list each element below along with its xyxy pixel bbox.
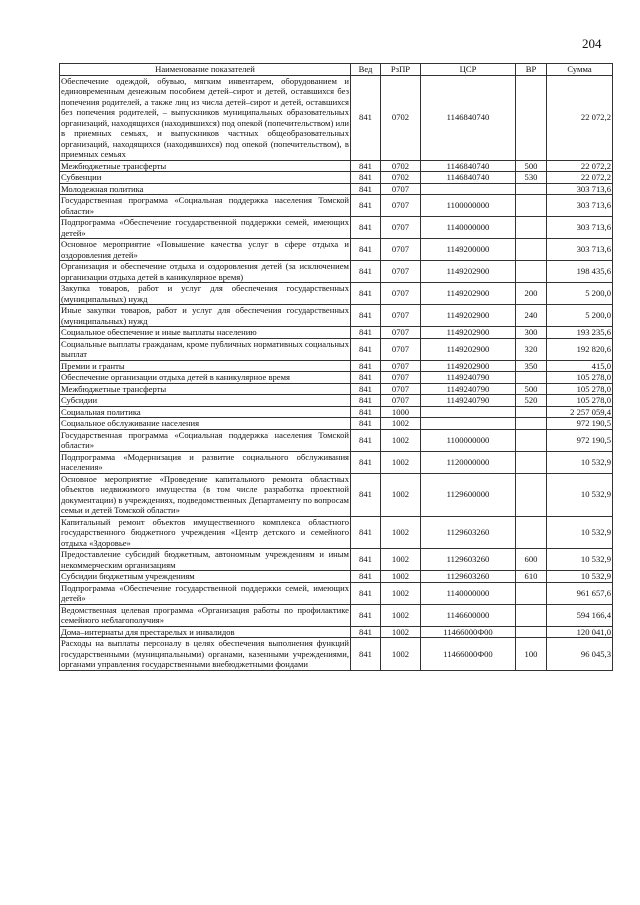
row-sum-cell: 105 278,0 bbox=[547, 372, 613, 384]
row-ved-cell: 841 bbox=[351, 638, 381, 671]
table-row bbox=[60, 283, 613, 305]
row-ved-cell: 841 bbox=[351, 626, 381, 638]
row-ved-cell: 841 bbox=[351, 360, 381, 372]
row-name-cell: Государственная программа «Социальная поддержка населения Томской области» bbox=[61, 429, 349, 450]
row-csr-cell: 1149202900 bbox=[421, 360, 516, 372]
row-csr-cell: 1129603260 bbox=[421, 549, 516, 571]
table-row bbox=[60, 217, 613, 239]
table-row bbox=[60, 261, 613, 283]
row-csr-cell: 1146840740 bbox=[421, 160, 516, 172]
row-csr-cell: 1129600000 bbox=[421, 473, 516, 516]
table-header-row bbox=[60, 64, 613, 76]
row-vr-cell: 600 bbox=[516, 549, 547, 571]
row-name-cell: Межбюджетные трансферты bbox=[60, 160, 351, 172]
row-name-cell: Молодежная политика bbox=[60, 183, 351, 195]
table-row bbox=[60, 473, 613, 516]
row-ved-cell: 841 bbox=[351, 516, 381, 549]
row-vr-cell: 500 bbox=[516, 383, 547, 395]
table-row bbox=[60, 571, 613, 583]
row-name-cell: Премии и гранты bbox=[60, 360, 351, 372]
row-vr-cell: 240 bbox=[516, 305, 547, 327]
row-rzpr-cell: 0707 bbox=[381, 195, 421, 217]
row-rzpr-cell: 1002 bbox=[381, 516, 421, 549]
row-rzpr-cell: 1002 bbox=[381, 418, 421, 430]
row-ved-cell: 841 bbox=[351, 571, 381, 583]
row-rzpr-cell: 1002 bbox=[381, 473, 421, 516]
row-ved-cell: 841 bbox=[351, 75, 381, 160]
row-csr-cell: 1149202900 bbox=[421, 261, 516, 283]
row-vr-cell bbox=[516, 183, 547, 195]
row-csr-cell: 1149202900 bbox=[421, 338, 516, 360]
table-row bbox=[60, 305, 613, 327]
row-name-cell: Иные закупки товаров, работ и услуг для обеспечения государственных (муниципальных) нужд bbox=[61, 305, 349, 326]
table-row bbox=[60, 372, 613, 384]
row-name-cell: Обеспечение одеждой, обувью, мягким инвентарем, оборудованием и единовременным денежным пособием детей–сирот и детей, оставшихся без попечения родителей, а также лиц из числа детей–сирот и детей, оставшихся без попечения родителей, – выпускников муниципальных образовательных организаций, находящихся (находившихся) под опекой (попечительством) или в приемных семьях, и выпускников частных общеобразовательных организаций, находящихся (находившихся) под опекой (попечительством), в приемных семьях bbox=[61, 75, 349, 159]
row-sum-cell: 10 532,9 bbox=[547, 451, 613, 473]
row-vr-cell: 350 bbox=[516, 360, 547, 372]
row-ved-cell: 841 bbox=[351, 372, 381, 384]
row-rzpr-cell: 1002 bbox=[381, 451, 421, 473]
row-name-cell: Основное мероприятие «Проведение капитального ремонта областных объектов недвижимого имущества (в том числе разработка проектной документации) в учреждениях, подведомственных Департаменту по вопросам семьи и детей Томской области» bbox=[61, 473, 349, 515]
row-vr-cell bbox=[516, 372, 547, 384]
row-vr-cell: 100 bbox=[516, 638, 547, 671]
row-name-cell: Закупка товаров, работ и услуг для обеспечения государственных (муниципальных) нужд bbox=[61, 283, 349, 304]
row-sum-cell: 303 713,6 bbox=[547, 195, 613, 217]
row-ved-cell: 841 bbox=[351, 338, 381, 360]
row-vr-cell bbox=[516, 451, 547, 473]
row-vr-cell bbox=[516, 418, 547, 430]
row-vr-cell bbox=[516, 239, 547, 261]
table-row bbox=[60, 549, 613, 571]
row-name-cell: Социальное обеспечение и иные выплаты населению bbox=[60, 327, 351, 339]
row-ved-cell: 841 bbox=[351, 160, 381, 172]
row-rzpr-cell: 1002 bbox=[381, 582, 421, 604]
table-row bbox=[60, 195, 613, 217]
header-sum: Сумма bbox=[547, 64, 613, 76]
row-vr-cell bbox=[516, 195, 547, 217]
row-vr-cell: 610 bbox=[516, 571, 547, 583]
table-row bbox=[60, 582, 613, 604]
table-row bbox=[60, 239, 613, 261]
row-ved-cell: 841 bbox=[351, 549, 381, 571]
row-sum-cell: 972 190,5 bbox=[547, 429, 613, 451]
page-number: 204 bbox=[582, 36, 602, 51]
row-rzpr-cell: 0707 bbox=[381, 239, 421, 261]
header-name: Наименование показателей bbox=[60, 64, 351, 76]
row-ved-cell: 841 bbox=[351, 172, 381, 184]
table-row bbox=[60, 429, 613, 451]
row-sum-cell: 303 713,6 bbox=[547, 183, 613, 195]
row-ved-cell: 841 bbox=[351, 327, 381, 339]
table-row bbox=[60, 383, 613, 395]
row-sum-cell: 105 278,0 bbox=[547, 383, 613, 395]
row-name-cell: Капитальный ремонт объектов имущественного комплекса областного государственного бюджетного учреждения «Центр детского и семейного отдыха «Здоровье» bbox=[61, 516, 349, 548]
row-ved-cell: 841 bbox=[351, 305, 381, 327]
row-sum-cell: 198 435,6 bbox=[547, 261, 613, 283]
row-rzpr-cell: 1002 bbox=[381, 638, 421, 671]
budget-table bbox=[59, 63, 613, 671]
row-name-cell: Социальные выплаты гражданам, кроме публичных нормативных социальных выплат bbox=[61, 338, 349, 359]
row-ved-cell: 841 bbox=[351, 582, 381, 604]
table-row bbox=[60, 406, 613, 418]
row-vr-cell: 520 bbox=[516, 395, 547, 407]
row-rzpr-cell: 0707 bbox=[381, 395, 421, 407]
row-name-cell: Государственная программа «Социальная поддержка населения Томской области» bbox=[61, 195, 349, 216]
row-name-cell: Подпрограмма «Обеспечение государственной поддержки семей, имеющих детей» bbox=[61, 217, 349, 238]
row-vr-cell: 530 bbox=[516, 172, 547, 184]
table-row bbox=[60, 75, 613, 160]
header-rzpr: РзПР bbox=[381, 64, 421, 76]
row-sum-cell: 972 190,5 bbox=[547, 418, 613, 430]
table-row bbox=[60, 172, 613, 184]
row-ved-cell: 841 bbox=[351, 604, 381, 626]
table-row bbox=[60, 418, 613, 430]
row-rzpr-cell: 0707 bbox=[381, 183, 421, 195]
row-sum-cell: 2 257 059,4 bbox=[547, 406, 613, 418]
row-ved-cell: 841 bbox=[351, 239, 381, 261]
row-ved-cell: 841 bbox=[351, 418, 381, 430]
row-rzpr-cell: 0702 bbox=[381, 75, 421, 160]
row-csr-cell: 1149200000 bbox=[421, 239, 516, 261]
row-csr-cell: 1129603260 bbox=[421, 516, 516, 549]
row-name-cell: Подпрограмма «Обеспечение государственной поддержки семей, имеющих детей» bbox=[61, 582, 349, 603]
row-sum-cell: 594 166,4 bbox=[547, 604, 613, 626]
row-rzpr-cell: 0707 bbox=[381, 283, 421, 305]
row-csr-cell: 11466000Ф00 bbox=[421, 638, 516, 671]
row-vr-cell: 500 bbox=[516, 160, 547, 172]
row-csr-cell: 1146600000 bbox=[421, 604, 516, 626]
row-name-cell: Организация и обеспечение отдыха и оздоровления детей (за исключением организации отдыха детей в каникулярное время) bbox=[61, 261, 349, 282]
row-rzpr-cell: 1002 bbox=[381, 571, 421, 583]
row-vr-cell bbox=[516, 75, 547, 160]
row-rzpr-cell: 1002 bbox=[381, 429, 421, 451]
row-name-cell: Обеспечение организации отдыха детей в каникулярное время bbox=[60, 372, 351, 384]
row-csr-cell: 1146840740 bbox=[421, 75, 516, 160]
row-sum-cell: 22 072,2 bbox=[547, 160, 613, 172]
row-sum-cell: 10 532,9 bbox=[547, 549, 613, 571]
row-sum-cell: 105 278,0 bbox=[547, 395, 613, 407]
row-rzpr-cell: 1000 bbox=[381, 406, 421, 418]
table-row bbox=[60, 395, 613, 407]
row-name-cell: Социальная политика bbox=[60, 406, 351, 418]
row-name-cell: Субсидии бюджетным учреждениям bbox=[60, 571, 351, 583]
row-csr-cell: 1146840740 bbox=[421, 172, 516, 184]
row-rzpr-cell: 0707 bbox=[381, 338, 421, 360]
row-name-cell: Межбюджетные трансферты bbox=[60, 383, 351, 395]
row-vr-cell bbox=[516, 516, 547, 549]
row-csr-cell: 1149202900 bbox=[421, 305, 516, 327]
row-vr-cell bbox=[516, 429, 547, 451]
row-name-cell: Подпрограмма «Модернизация и развитие социального обслуживания населения» bbox=[61, 451, 349, 472]
table-row bbox=[60, 327, 613, 339]
table-row bbox=[60, 638, 613, 671]
row-rzpr-cell: 0707 bbox=[381, 217, 421, 239]
row-vr-cell bbox=[516, 217, 547, 239]
row-csr-cell: 1129603260 bbox=[421, 571, 516, 583]
row-sum-cell: 120 041,0 bbox=[547, 626, 613, 638]
row-sum-cell: 10 532,9 bbox=[547, 571, 613, 583]
row-sum-cell: 10 532,9 bbox=[547, 473, 613, 516]
row-csr-cell: 1140000000 bbox=[421, 582, 516, 604]
row-name-cell: Основное мероприятие «Повышение качества услуг в сфере отдыха и оздоровления детей» bbox=[61, 239, 349, 260]
table-row bbox=[60, 451, 613, 473]
row-csr-cell: 1149202900 bbox=[421, 327, 516, 339]
row-ved-cell: 841 bbox=[351, 383, 381, 395]
row-name-cell: Социальное обслуживание населения bbox=[60, 418, 351, 430]
row-vr-cell bbox=[516, 473, 547, 516]
row-sum-cell: 5 200,0 bbox=[547, 305, 613, 327]
header-csr: ЦСР bbox=[421, 64, 516, 76]
row-vr-cell: 300 bbox=[516, 327, 547, 339]
row-ved-cell: 841 bbox=[351, 195, 381, 217]
table-row bbox=[60, 626, 613, 638]
row-sum-cell: 5 200,0 bbox=[547, 283, 613, 305]
row-sum-cell: 10 532,9 bbox=[547, 516, 613, 549]
row-name-cell: Субвенции bbox=[60, 172, 351, 184]
header-ved: Вед bbox=[351, 64, 381, 76]
row-ved-cell: 841 bbox=[351, 406, 381, 418]
row-rzpr-cell: 0702 bbox=[381, 172, 421, 184]
row-csr-cell: 1149240790 bbox=[421, 383, 516, 395]
row-vr-cell: 200 bbox=[516, 283, 547, 305]
row-name-cell: Расходы на выплаты персоналу в целях обеспечения выполнения функций государственными (муниципальными) органами, казенными учреждениями, органами управления государственными внебюджетными фондами bbox=[61, 638, 349, 669]
row-name-cell: Дома–интернаты для престарелых и инвалидов bbox=[60, 626, 351, 638]
row-ved-cell: 841 bbox=[351, 473, 381, 516]
row-rzpr-cell: 0702 bbox=[381, 160, 421, 172]
row-sum-cell: 96 045,3 bbox=[547, 638, 613, 671]
row-ved-cell: 841 bbox=[351, 183, 381, 195]
row-ved-cell: 841 bbox=[351, 395, 381, 407]
row-ved-cell: 841 bbox=[351, 451, 381, 473]
table-row bbox=[60, 360, 613, 372]
row-ved-cell: 841 bbox=[351, 429, 381, 451]
row-ved-cell: 841 bbox=[351, 261, 381, 283]
row-vr-cell bbox=[516, 261, 547, 283]
row-csr-cell: 1120000000 bbox=[421, 451, 516, 473]
row-sum-cell: 303 713,6 bbox=[547, 217, 613, 239]
row-sum-cell: 303 713,6 bbox=[547, 239, 613, 261]
row-vr-cell bbox=[516, 582, 547, 604]
row-ved-cell: 841 bbox=[351, 283, 381, 305]
row-sum-cell: 193 235,6 bbox=[547, 327, 613, 339]
row-sum-cell: 22 072,2 bbox=[547, 75, 613, 160]
row-csr-cell bbox=[421, 406, 516, 418]
row-csr-cell: 1149240790 bbox=[421, 372, 516, 384]
table-row bbox=[60, 338, 613, 360]
row-sum-cell: 192 820,6 bbox=[547, 338, 613, 360]
row-name-cell: Предоставление субсидий бюджетным, автономным учреждениям и иным некоммерческим организациям bbox=[61, 549, 349, 570]
row-vr-cell bbox=[516, 626, 547, 638]
row-rzpr-cell: 1002 bbox=[381, 626, 421, 638]
row-name-cell: Ведомственная целевая программа «Организация работы по профилактике семейного неблагополучия» bbox=[61, 604, 349, 625]
row-rzpr-cell: 0707 bbox=[381, 372, 421, 384]
row-rzpr-cell: 0707 bbox=[381, 360, 421, 372]
row-rzpr-cell: 1002 bbox=[381, 604, 421, 626]
row-csr-cell: 1100000000 bbox=[421, 195, 516, 217]
row-vr-cell bbox=[516, 406, 547, 418]
row-sum-cell: 961 657,6 bbox=[547, 582, 613, 604]
row-csr-cell: 1149202900 bbox=[421, 283, 516, 305]
row-csr-cell bbox=[421, 418, 516, 430]
row-csr-cell: 11466000Ф00 bbox=[421, 626, 516, 638]
row-csr-cell: 1140000000 bbox=[421, 217, 516, 239]
table-row bbox=[60, 160, 613, 172]
table-row bbox=[60, 604, 613, 626]
table-row bbox=[60, 516, 613, 549]
row-name-cell: Субсидии bbox=[60, 395, 351, 407]
row-ved-cell: 841 bbox=[351, 217, 381, 239]
table-row bbox=[60, 183, 613, 195]
row-rzpr-cell: 1002 bbox=[381, 549, 421, 571]
row-rzpr-cell: 0707 bbox=[381, 305, 421, 327]
row-csr-cell: 1100000000 bbox=[421, 429, 516, 451]
row-rzpr-cell: 0707 bbox=[381, 327, 421, 339]
header-vr: ВР bbox=[516, 64, 547, 76]
row-vr-cell bbox=[516, 604, 547, 626]
row-rzpr-cell: 0707 bbox=[381, 383, 421, 395]
row-sum-cell: 22 072,2 bbox=[547, 172, 613, 184]
row-csr-cell bbox=[421, 183, 516, 195]
row-rzpr-cell: 0707 bbox=[381, 261, 421, 283]
row-csr-cell: 1149240790 bbox=[421, 395, 516, 407]
row-vr-cell: 320 bbox=[516, 338, 547, 360]
row-sum-cell: 415,0 bbox=[547, 360, 613, 372]
